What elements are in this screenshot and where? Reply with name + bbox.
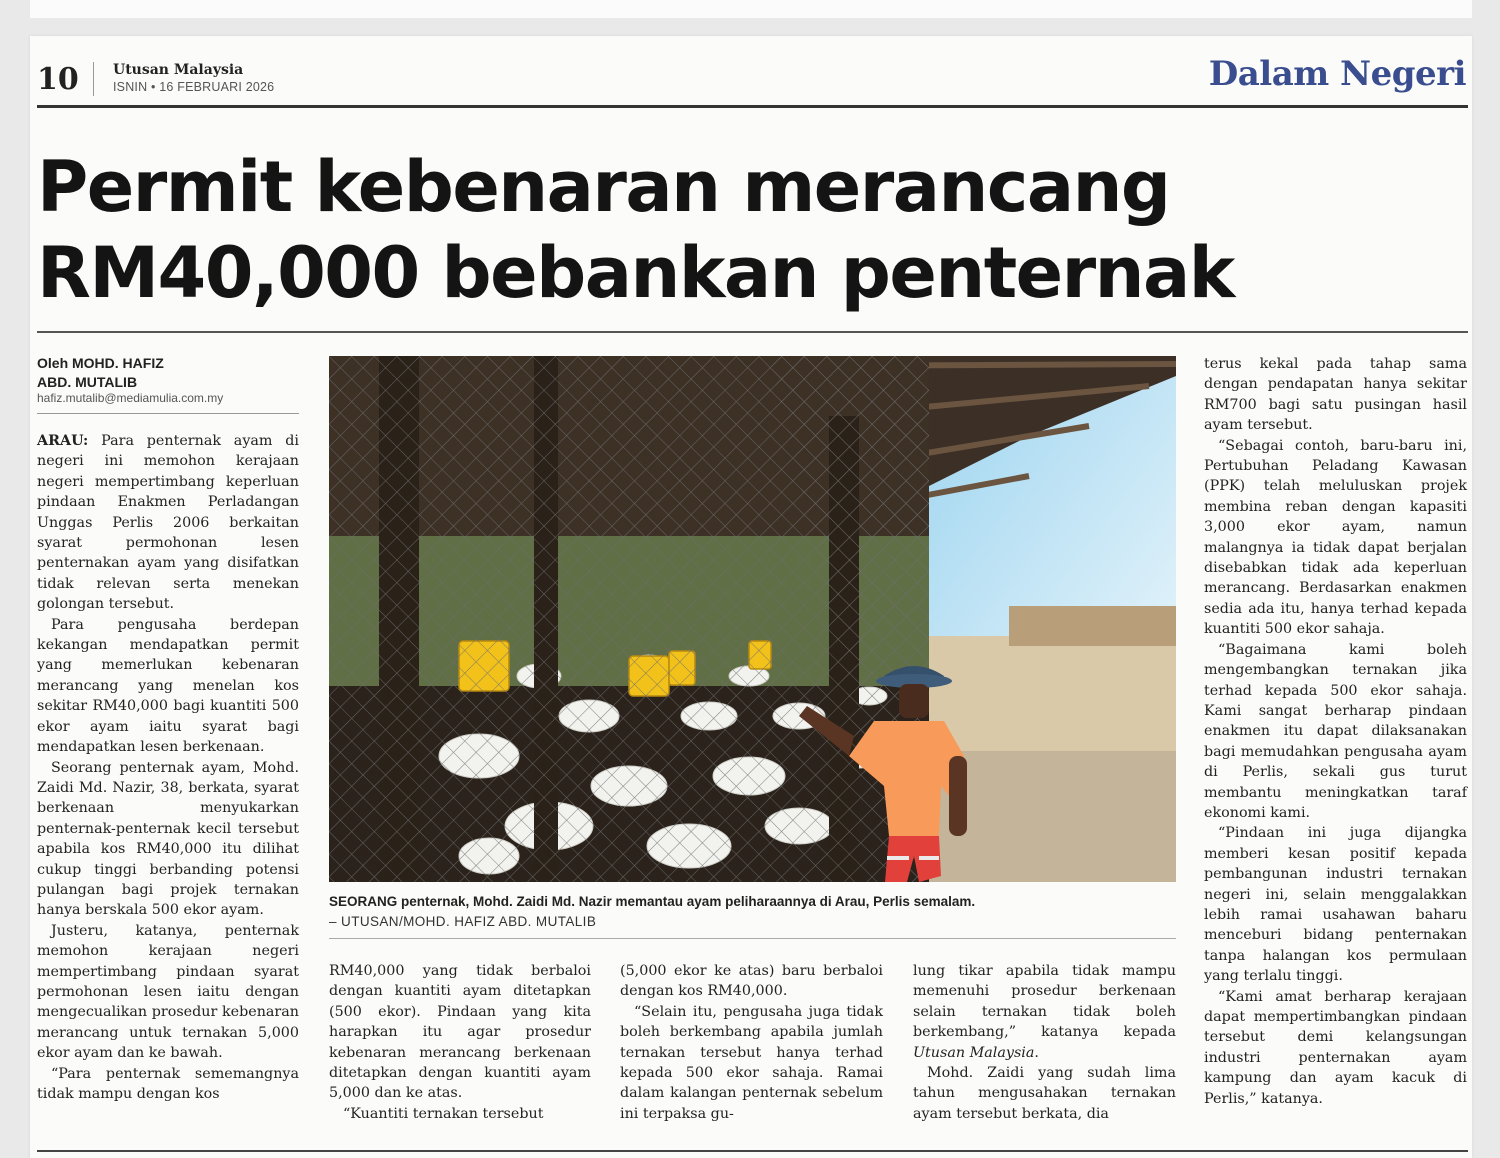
paragraph: “Para penternak sememangnya tidak mampu dengan kos <box>37 1065 299 1102</box>
masthead-rule <box>37 105 1468 108</box>
masthead-divider <box>93 62 94 96</box>
paragraph: “Sebagai contoh, baru-baru ini, Pertubuhan Peladang Kawasan (PPK) telah meluluskan projek membina reban dengan kapasiti 3,000 ekor ayam, namun malangnya ia tidak dapat berjalan disebabkan tidak ada keperluan merancang. Berdasarkan enakmen sedia ada itu, hanya terhad kepada kuantiti 500 ekor sahaja. <box>1204 437 1467 638</box>
paragraph: Para pengusaha berdepan kekangan mendapatkan permit yang memerlukan kebenaran merancang yang menelan kos sekitar RM40,000 bagi kuantiti 500 ekor ayam iaitu syarat bagi mendapatkan lesen berkenaan. <box>37 616 299 756</box>
publication-date: ISNIN • 16 FEBRUARI 2026 <box>113 80 275 94</box>
article-column-2 <box>329 961 591 1124</box>
paragraph: “Kuantiti ternakan tersebut <box>343 1105 544 1122</box>
byline-author-line2: ABD. MUTALIB <box>37 374 138 390</box>
paragraph-end: . <box>1034 1044 1039 1061</box>
article-photo <box>329 356 1176 882</box>
page-number: 10 <box>37 62 79 97</box>
publication-name: Utusan Malaysia <box>913 1044 1035 1061</box>
paragraph: “Selain itu, pengusaha juga tidak boleh berkembang apabila jumlah ternakan tersebut hanya terhad kepada 500 ekor sahaja. Ramai dalam kalangan penternak sebelum ini terpaksa gu- <box>620 1003 883 1122</box>
paragraph: Seorang penternak ayam, Mohd. Zaidi Md. Nazir, 38, berkata, syarat berkenaan menyukarkan penternak-penternak kecil tersebut apabila kos RM40,000 itu dilihat cukup tinggi berbanding potensi pulangan bagi projek ternakan hanya berskala 500 ekor ayam. <box>37 759 299 919</box>
newspaper-page <box>30 36 1472 1158</box>
paragraph-text: lung tikar apabila tidak mampu memenuhi prosedur berkenaan selain ternakan tidak boleh berkembang,” katanya kepada <box>913 963 1176 1041</box>
paragraph-text: Para penternak ayam di negeri ini memohon kerajaan negeri mempertimbang keperluan pindaan Enakmen Perladangan Unggas Perlis 2006 berkaitan syarat permohonan lesen penternakan ayam yang disifatkan tidak relevan serta menekan golongan tersebut. <box>37 433 300 613</box>
article-column-3 <box>620 961 883 1124</box>
paragraph: “Kami amat berharap kerajaan dapat mempertimbangkan pindaan tersebut demi kelangsungan industri penternakan ayam kampung dan ayam kacuk di Perlis,” katanya. <box>1204 988 1467 1107</box>
dateline: ARAU: <box>37 433 89 449</box>
chicken-farm-photo <box>329 356 1176 882</box>
paragraph: Mohd. Zaidi yang sudah lima tahun mengusahakan ternakan ayam tersebut berkata, dia <box>913 1065 1176 1122</box>
article-column-1 <box>37 431 299 1104</box>
byline-rule <box>37 413 299 414</box>
paragraph: (5,000 ekor ke atas) baru berbaloi dengan kos RM40,000. <box>620 963 883 1000</box>
photo-credit: – UTUSAN/MOHD. HAFIZ ABD. MUTALIB <box>329 914 597 929</box>
newspaper-name: Utusan Malaysia <box>113 62 244 78</box>
paragraph: “Bagaimana kami boleh mengembangkan ternakan jika terhad kepada 500 ekor sahaja. Kami sangat berharap pindaan enakmen itu dapat dilaksanakan bagi memudahkan pengusaha ayam di Perlis, sekali gus turut membantu meningkatkan taraf ekonomi kami. <box>1204 641 1467 821</box>
previous-page-edge <box>30 0 1472 18</box>
byline-author-line1: Oleh MOHD. HAFIZ <box>37 355 164 371</box>
paragraph: terus kekal pada tahap sama dengan pendapatan hanya sekitar RM700 bagi satu pusingan hasil ayam tersebut. <box>1204 356 1467 434</box>
paragraph: RM40,000 yang tidak berbaloi dengan kuantiti ayam ditetapkan (500 ekor). Pindaan yang kita harapkan itu agar prosedur kebenaran merancang berkenaan ditetapkan dengan kuantiti ayam 5,000 dan ke atas. <box>329 963 591 1102</box>
article-column-4 <box>913 961 1176 1124</box>
paragraph: Justeru, katanya, penternak memohon kerajaan negeri mempertimbang pindaan syarat permohonan lesen iaitu dengan mengecualikan prosedur kebenaran merancang untuk ternakan 5,000 ekor ayam dan ke bawah. <box>37 922 299 1062</box>
byline <box>37 354 164 392</box>
caption-text: SEORANG penternak, Mohd. Zaidi Md. Nazir memantau ayam peliharaannya di Arau, Perlis semalam. <box>329 894 976 909</box>
photo-caption <box>329 892 1179 932</box>
article-column-5 <box>1204 354 1467 1109</box>
paragraph <box>913 961 1176 1063</box>
headline-rule <box>37 331 1468 333</box>
headline: Permit kebenaran merancang RM40,000 bebankan penternak <box>37 146 1234 314</box>
page-bottom-rule <box>37 1150 1468 1152</box>
paragraph: “Pindaan ini juga dijangka memberi kesan positif kepada pembangunan industri ternakan negeri ini, selain menggalakkan lebih ramai usahawan baharu menceburi bidang penternakan tanpa halangan kos permulaan yang terlalu tinggi. <box>1204 825 1467 985</box>
section-title: Dalam Negeri <box>1208 54 1466 94</box>
author-email: hafiz.mutalib@mediamulia.com.my <box>37 391 224 405</box>
lead-paragraph <box>37 431 299 615</box>
caption-rule <box>329 938 1176 939</box>
